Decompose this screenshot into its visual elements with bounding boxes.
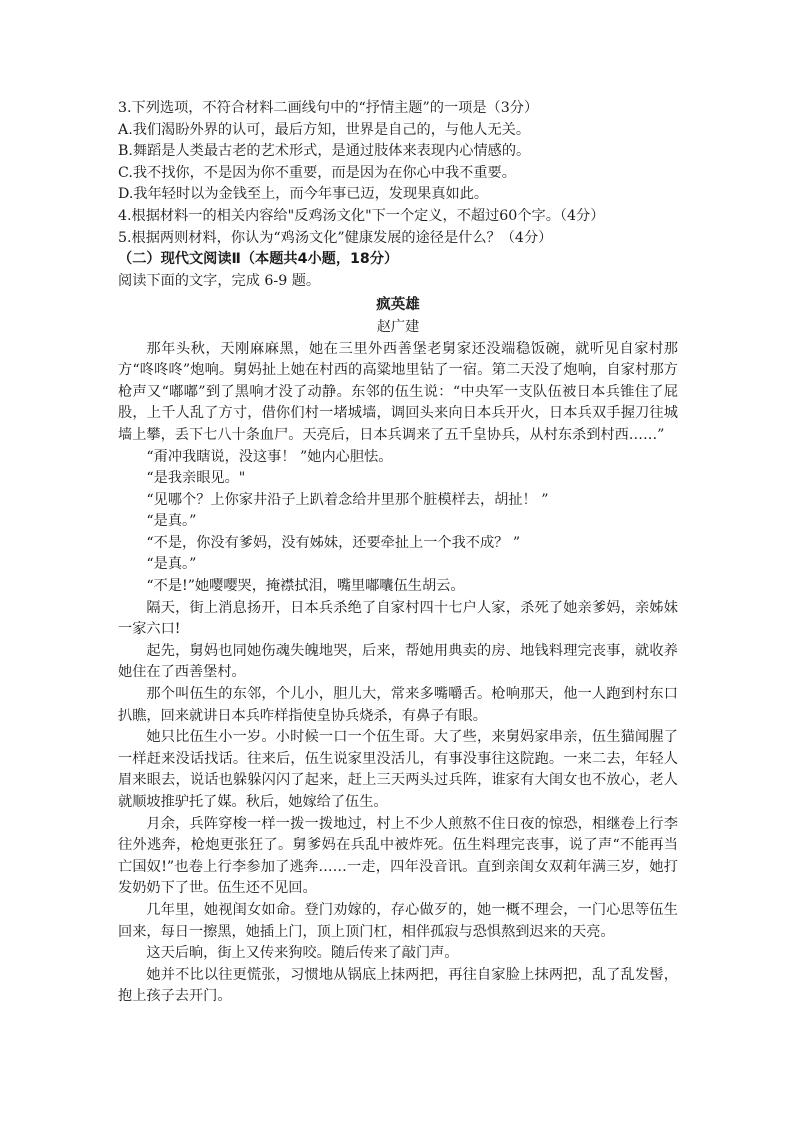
dialogue-line: “是我亲眼见。" xyxy=(146,470,246,487)
article-author: 赵广建 xyxy=(376,318,420,335)
article-paragraph: 她并不比以往更慌张，习惯地从锅底上抹两把，再往自家脸上抹两把，乱了乱发髻，抱上孩子去开门。 xyxy=(118,966,678,1005)
dialogue-line: “是真。” xyxy=(146,556,197,573)
question-3: 3.下列选项，不符合材料二画线句中的“抒情主题”的一项是（3分） xyxy=(118,100,539,116)
section-heading: （二）现代文阅读Ⅱ（本题共4小题，18分） xyxy=(118,251,399,268)
article-title: 疯英雄 xyxy=(376,297,420,314)
dialogue-line: “见哪个？上你家井沿子上趴着念给井里那个脏模样去，胡扯！ ” xyxy=(146,491,549,508)
article-paragraph: 起先，舅妈也同她伤魂失魄地哭，后来，帮她用典卖的房、地钱料理完丧事，就收养她住在了西善堡村。 xyxy=(118,642,678,681)
article-paragraph: 那个叫伍生的东邻，个儿小，胆儿大，常来多嘴嚼舌。枪响那天，他一人跑到村东口扒瞧，回来就讲日本兵咋样指使皇协兵烧杀，有鼻子有眼。 xyxy=(118,686,678,724)
option-b: B.舞蹈是人类最古老的艺术形式，是通过肢体来表现内心情感的。 xyxy=(118,143,531,160)
question-5: 5.根据两则材料，你认为“鸡汤文化”健康发展的途径是什么？（4分） xyxy=(118,229,553,246)
article-paragraph: 几年里，她视闺女如命。登门劝嫁的，存心做歹的，她一概不理会，一门心思等伍生回来，每日一擦黑，她插上门，顶上顶门杠，相伴孤寂与恐惧熬到迟来的天亮。 xyxy=(118,901,678,940)
question-list xyxy=(118,98,678,249)
option-c: C.我不找你，不是因为你不重要，而是因为在你心中我不重要。 xyxy=(118,164,516,181)
document-page xyxy=(118,98,678,1008)
option-d: D.我年轻时以为金钱至上，而今年事已迈，发现果真如此。 xyxy=(118,186,489,203)
dialogue-line: “是真。” xyxy=(146,513,197,530)
section-instruction: 阅读下面的文字，完成 6-9 题。 xyxy=(118,272,321,289)
article-body xyxy=(118,339,678,1008)
article-paragraph: 这天后晌，街上又传来狗咬。随后传来了敲门声。 xyxy=(146,945,459,962)
dialogue-line: “不是!”她嘤嘤哭，掩襟拭泪，嘴里嘟囔伍生胡云。 xyxy=(146,578,465,595)
article-paragraph: 那年头秋，天刚麻麻黑，她在三里外西善堡老舅家还没端稳饭碗，就听见自家村那方“咚咚咚”炮响。舅妈扯上她在村西的高粱地里钻了一宿。第二天没了炮响，自家村那方枪声又“嘟嘟”到了黑响才没了动静。东邻的伍生说：“中央军一支队伍被日本兵锥住了屁股，上千人乱了方寸，借你们村一堵城墙，调回头来向日本兵开火，日本兵双手握刀往城墙上攀，丢下七八十条血尸。天亮后，日本兵调来了五千皇协兵，从村东杀到村西……” xyxy=(118,340,678,443)
article-paragraph: 她只比伍生小一岁。小时候一口一个伍生哥。大了些，来舅妈家串亲，伍生猫闻腥了一样赶来没话找话。往来后，伍生说家里没活儿，有事没事往这院跑。一来二去，年轻人眉来眼去，说话也躲躲闪闪了起来，赶上三天两头过兵阵，谁家有大闺女也不放心，老人就顺坡推驴托了媒。秋后，她嫁给了伍生。 xyxy=(118,729,678,810)
question-4: 4.根据材料一的相关内容给"反鸡汤文化"下一个定义，不超过60个字。（4分） xyxy=(118,207,605,224)
dialogue-line: “不是，你没有爹妈，没有姊妹，还要牵扯上一个我不成？ ” xyxy=(146,534,521,551)
dialogue-line: “甭冲我瞎说，没这事！ ”她内心胆怯。 xyxy=(146,448,393,465)
option-a: A.我们渴盼外界的认可，最后方知，世界是自己的，与他人无关。 xyxy=(118,121,531,138)
article-paragraph: 隔天，街上消息扬开，日本兵杀绝了自家村四十七户人家，杀死了她亲爹妈，亲姊妹一家六口! xyxy=(118,599,678,638)
article-paragraph: 月余，兵阵穿梭一样一拨一拨地过，村上不少人煎熬不住日夜的惊恐，相继卷上行李往外逃奔，枪炮更张狂了。舅爹妈在兵乱中被炸死。伍生料理完丧事，说了声“不能再当亡国奴!”也卷上行李参加了逃奔……一走，四年没音讯。直到亲闺女双莉年满三岁，她打发奶奶下了世。伍生还不见回。 xyxy=(118,815,678,897)
